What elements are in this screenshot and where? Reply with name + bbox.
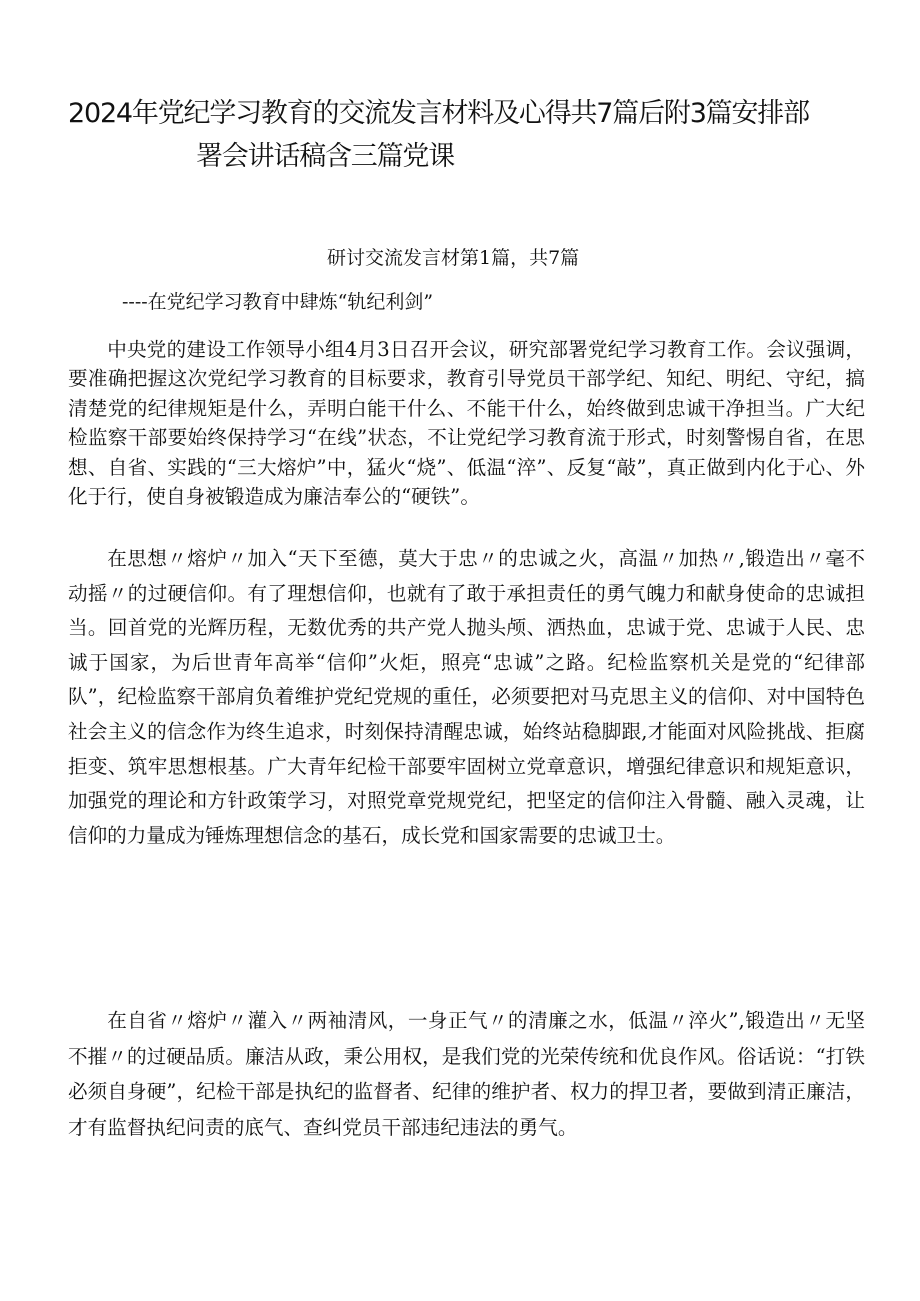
body-paragraph: 在自省〃熔炉〃灌入〃两袖清风，一身正气〃的清廉之水，低温〃淬火”,锻造出〃无坚不摧〃的过硬品质。廉洁从政，秉公用权，是我们党的光荣传统和优良作风。俗话说：“打铁必须自身硬”，纪检干部是执纪的监督者、纪律的维护者、权力的捍卫者，要做到清正廉洁，才有监督执纪问责的底气、查纠党员干部违纪违法的勇气。 bbox=[68, 1009, 865, 1139]
body-paragraph: 在思想〃熔炉〃加入“天下至德，莫大于忠〃的忠诚之火，高温〃加热〃,锻造出〃毫不动摇〃的过硬信仰。有了理想信仰，也就有了敢于承担责任的勇气魄力和献身使命的忠诚担当。回首党的光辉历程，无数优秀的共产党人抛头颅、洒热血，忠诚于党、忠诚于人民、忠诚于国家，为后世青年高举“信仰”火炬，照亮“忠诚”之路。纪检监察机关是党的“纪律部队”，纪检监察干部肩负着维护党纪党规的重任，必须要把对马克思主义的信仰、对中国特色社会主义的信念作为终生追求，时刻保持清醒忠诚，始终站稳脚跟,才能面对风险挑战、拒腐拒变、筑牢思想根基。广大青年纪检干部要牢固树立党章意识，增强纪律意识和规矩意识，加强党的理论和方针政策学习，对照党章党规党纪，把坚定的信仰注入骨髓、融入灵魂，让信仰的力量成为锤炼理想信念的基石，成长党和国家需要的忠诚卫士。 bbox=[68, 547, 865, 847]
body-paragraph: 中央党的建设工作领导小组4月3日召开会议，研究部署党纪学习教育工作。会议强调，要准确把握这次党纪学习教育的目标要求，教育引导党员干部学纪、知纪、明纪、守纪，搞清楚党的纪律规矩是什么，弄明白能干什么、不能干什么，始终做到忠诚干净担当。广大纪检监察干部要始终保持学习“在线”状态，不让党纪学习教育流于形式，时刻警惕自省，在思想、自省、实践的“三大熔炉”中，猛火“烧”、低温“淬”、反复“敲”，真正做到内化于心、外化于行，使自身被锻造成为廉洁奉公的“硬铁”。 bbox=[68, 338, 865, 509]
section-heading: 研讨交流发言材第1篇，共7篇 bbox=[327, 247, 580, 269]
sub-heading: ----在党纪学习教育中肆炼“轨纪利剑” bbox=[122, 291, 434, 313]
document-title-line-2: 署会讲话稿含三篇党课 bbox=[196, 141, 454, 172]
document-title-line-1: 2024年党纪学习教育的交流发言材料及心得共7篇后附3篇安排部 bbox=[68, 98, 809, 129]
document-title bbox=[68, 92, 868, 178]
